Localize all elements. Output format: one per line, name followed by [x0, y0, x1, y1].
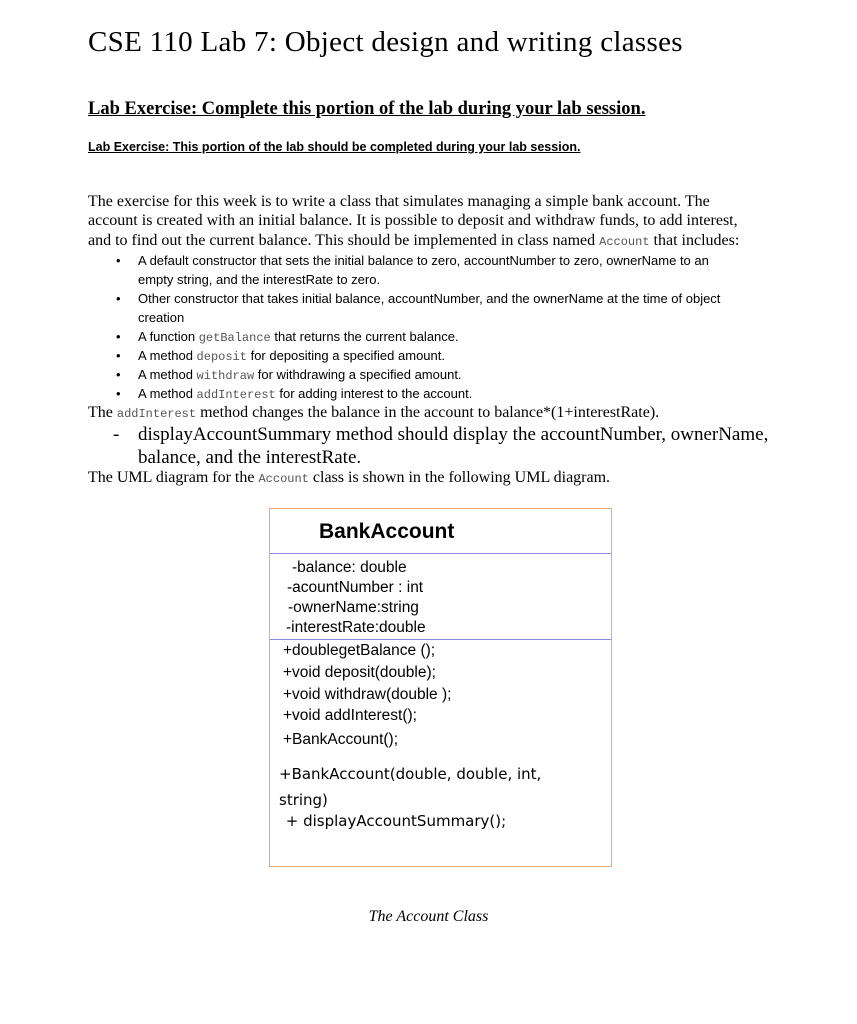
dash-icon: - [113, 424, 120, 445]
bullet-icon: • [116, 386, 121, 401]
uml-attribute: -interestRate:double [286, 619, 426, 636]
bullet-default-constructor-1: A default constructor that sets the initial balance to zero, accountNumber to zero, ownerName to an [138, 253, 709, 268]
bullet-icon: • [116, 348, 121, 363]
uml-method: +BankAccount(); [283, 731, 399, 748]
uml-method: +void addInterest(); [283, 707, 417, 724]
bullet-text: A method [138, 348, 197, 363]
bullet-addinterest [138, 386, 472, 402]
uml-class-name: BankAccount [319, 520, 455, 543]
uml-method: +void deposit(double); [283, 664, 436, 681]
uml-attribute: -acountNumber : int [287, 579, 424, 596]
text: class is shown in the following UML diagram. [308, 469, 611, 486]
lab-exercise-subheading: Lab Exercise: This portion of the lab should be completed during your lab session. [88, 140, 581, 154]
method-code: getBalance [198, 331, 271, 345]
bullet-deposit [138, 348, 445, 364]
uml-method: +void withdraw(double ); [283, 686, 452, 703]
method-code: deposit [196, 350, 247, 364]
bullet-default-constructor-2: empty string, and the interestRate to zero. [138, 272, 381, 287]
method-code: addInterest [196, 388, 276, 402]
intro-text-end: that includes: [649, 232, 740, 249]
addinterest-description [88, 404, 659, 422]
bullet-text: A function [138, 329, 199, 344]
bullet-text: for adding interest to the account. [275, 386, 473, 401]
document-title: CSE 110 Lab 7: Object design and writing classes [88, 26, 683, 58]
uml-attribute: -balance: double [292, 559, 407, 576]
bullet-other-constructor-2: creation [138, 310, 185, 325]
bullet-text: for depositing a specified amount. [246, 348, 445, 363]
bullet-getbalance [138, 329, 459, 345]
bullet-text: A method [138, 367, 197, 382]
method-code: withdraw [196, 369, 255, 383]
uml-divider [270, 639, 611, 640]
bullet-icon: • [116, 329, 121, 344]
bullet-text: A method [138, 386, 197, 401]
uml-intro [88, 469, 610, 487]
uml-method: + displayAccountSummary(); [281, 812, 507, 830]
bullet-other-constructor-1: Other constructor that takes initial balance, accountNumber, and the ownerName at the time of object [138, 291, 721, 306]
bullet-icon: • [116, 291, 121, 306]
bullet-text: for withdrawing a specified amount. [254, 367, 462, 382]
lab-exercise-heading: Lab Exercise: Complete this portion of the lab during your lab session. [88, 99, 646, 119]
intro-line-1: The exercise for this week is to write a class that simulates managing a simple bank account. The [88, 193, 710, 210]
intro-line-3 [88, 232, 739, 250]
uml-method: +doublegetBalance (); [283, 642, 436, 659]
uml-method: string) [279, 791, 328, 809]
display-summary-line-1: displayAccountSummary method should display the accountNumber, ownerName, [138, 424, 769, 445]
text: The [88, 404, 117, 421]
intro-line-2: account is created with an initial balance. It is possible to deposit and withdraw funds, to add interest, [88, 212, 738, 229]
class-name-code: Account [599, 235, 650, 249]
figure-caption: The Account Class [368, 908, 489, 925]
bullet-withdraw [138, 367, 462, 383]
bullet-icon: • [116, 367, 121, 382]
uml-divider [270, 553, 611, 554]
method-code: addInterest [116, 407, 197, 421]
intro-text: and to find out the current balance. This should be implemented in class named [88, 232, 600, 249]
uml-class-diagram [269, 508, 612, 867]
uml-attribute: -ownerName:string [288, 599, 419, 616]
bullet-icon: • [116, 253, 121, 268]
uml-method: +BankAccount(double, double, int, [279, 765, 542, 783]
text: method changes the balance in the account to balance*(1+interestRate). [196, 404, 660, 421]
display-summary-line-2: balance, and the interestRate. [138, 447, 362, 468]
text: The UML diagram for the [88, 469, 259, 486]
class-name-code: Account [258, 472, 309, 486]
bullet-text: that returns the current balance. [270, 329, 459, 344]
